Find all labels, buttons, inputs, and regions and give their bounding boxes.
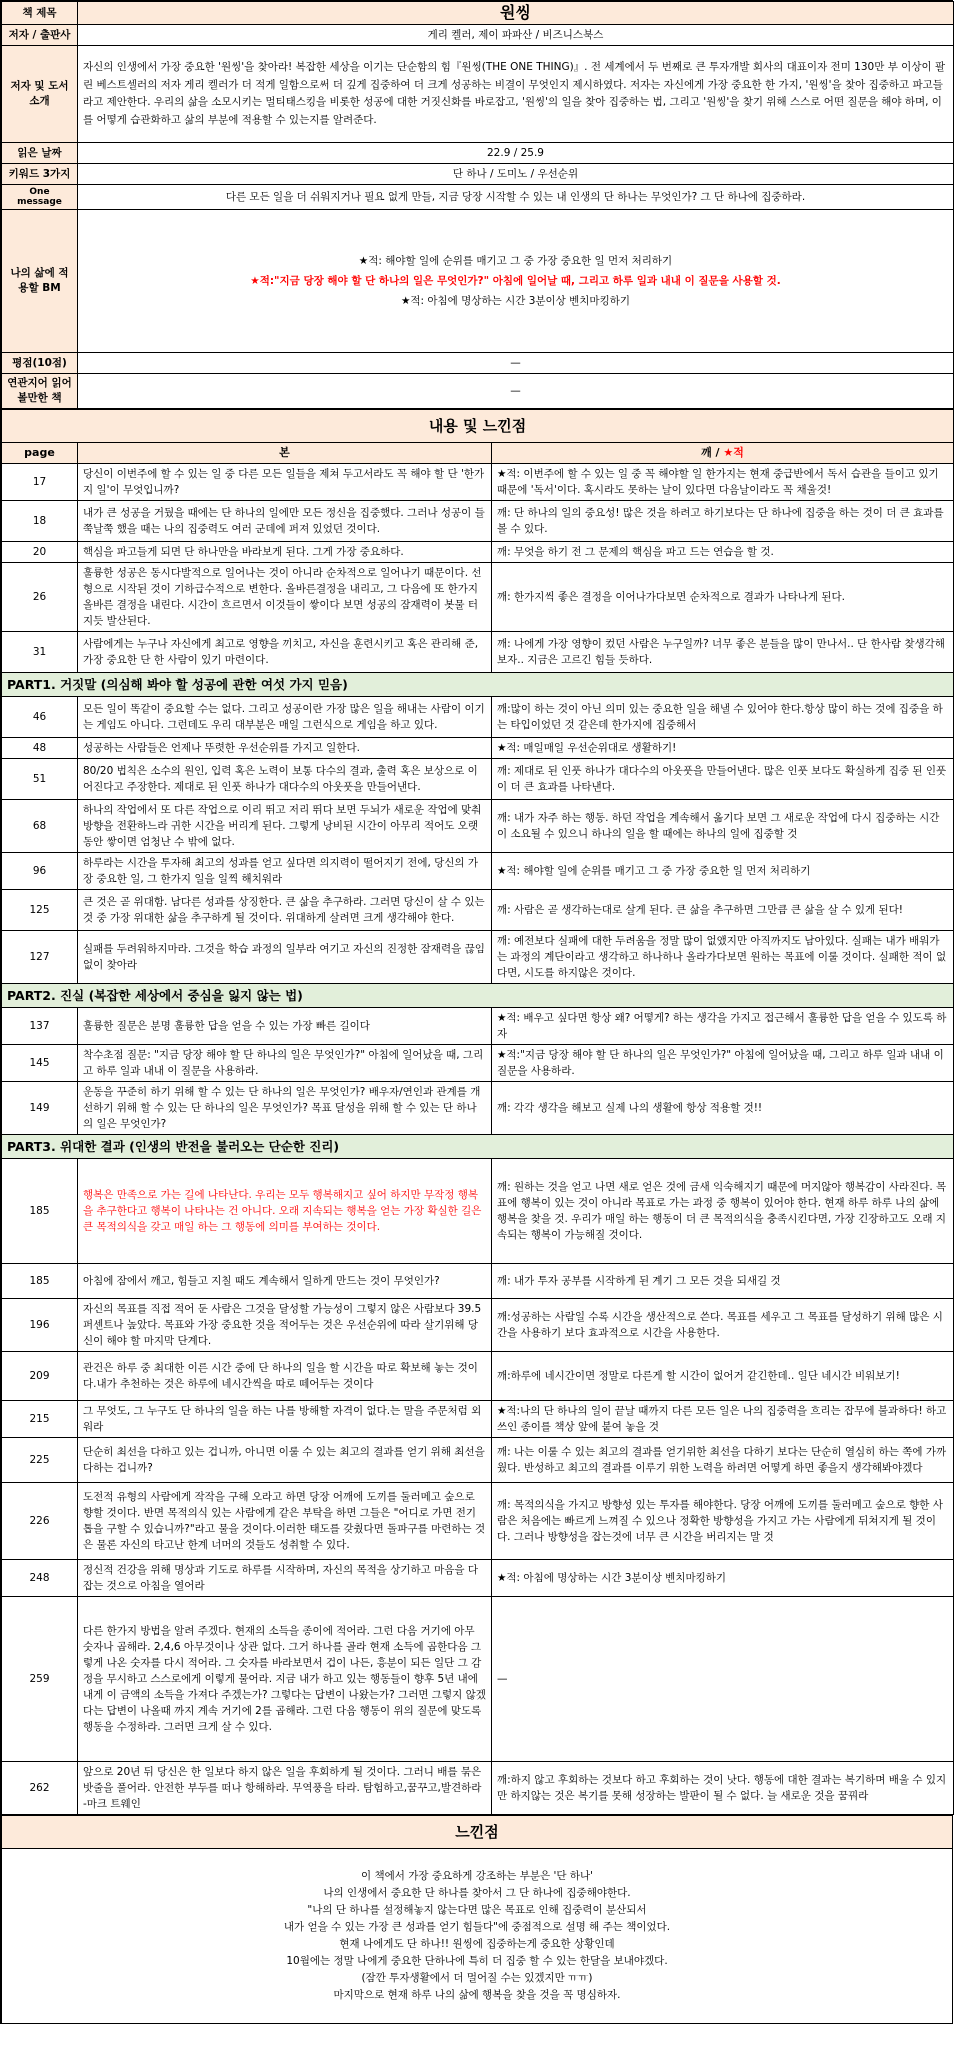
table-row xyxy=(2,759,954,800)
author-value: 게리 켈러, 제이 파파산 / 비즈니스북스 xyxy=(78,25,954,46)
apply-row xyxy=(2,210,954,353)
quote-text: 도전적 유형의 사람에게 작작을 구해 오라고 하면 당장 어깨에 도끼를 둘러메고 숲으로 향할 것이다. 반면 목적의식 있는 사람에게 같은 부탁을 하면 그들은 "어디로 가면 전기톱을 구할 수 있습니까?"라고 물을 것이다.이러한 태도를 갖췄다면 돌파구를 마련하는 것은 물론 자신의 타고난 한계 너머의 것들도 성취할 수 있다. xyxy=(78,1483,492,1560)
note-text: 깨: 내가 자주 하는 행동. 하던 작업을 계속해서 옮기다 보면 그 새로운 작업에 다시 집중하는 시간이 소요될 수 있으니 하나의 일을 할 때에는 하나의 일에 집중할 것 xyxy=(492,800,954,853)
related-row xyxy=(2,374,954,409)
page-number: 185 xyxy=(2,1159,78,1264)
note-text: 깨: 한가지씩 좋은 결정을 이어나가다보면 순차적으로 결과가 나타나게 된다. xyxy=(492,563,954,632)
page-number: 149 xyxy=(2,1082,78,1135)
quote-text: 모든 일이 똑같이 중요할 수는 없다. 그리고 성공이란 가장 많은 일을 해내는 사람이 이기는 게임도 아니다. 그런데도 우리 대부분은 매일 그런식으로 게임을 하고 있다. xyxy=(78,697,492,738)
table-row xyxy=(2,1008,954,1045)
table-row xyxy=(2,853,954,890)
part1-rows xyxy=(2,697,954,984)
part2-header: PART2. 진실 (복잡한 세상에서 중심을 잃지 않는 법) xyxy=(2,984,954,1008)
col-note-header-b: ★적 xyxy=(723,446,744,459)
page-number: 185 xyxy=(2,1264,78,1299)
intro-text: 자신의 인생에서 가장 중요한 '원씽'을 찾아라! 복잡한 세상을 이기는 단순함의 힘『원씽(THE ONE THING)』. 전 세계에서 두 번째로 큰 투자개발 회사의 대표이자 전미 130만 부 이상이 팔린 베스트셀러의 저자 게리 켈러가 더 적게 일함으로써 더 깊게 집중하여 더 크게 성공하는 비결이 무엇인지 제시하였다. 저자는 자신에게 가장 중요한 한 가지, '원씽'을 찾아 집중하고 파고들라고 제안한다. 우리의 삶을 소모시키는 멀티태스킹을 비롯한 성공에 대한 거짓신화를 바로잡고, '원씽'의 일을 찾아 집중하는 법, 그리고 '원씽'을 찾기 위해 스스로 어떤 질문을 해야 하며, 이를 어떻게 습관화하고 삶의 부분에 적용할 수 있는지를 알려준다. xyxy=(78,46,954,143)
related-label: 연관지어 읽어볼만한 책 xyxy=(2,374,78,409)
page-number: 262 xyxy=(2,1762,78,1815)
col-text-header: 본 xyxy=(78,443,492,464)
feelings-line: 현재 나에게도 단 하나!! 원씽에 집중하는게 중요한 상황인데 xyxy=(339,1938,615,1950)
quote-text: 사람에게는 누구나 자신에게 최고로 영향을 끼치고, 자신을 훈련시키고 혹은 관리해 준, 가장 중요한 단 한 사람이 있기 마련이다. xyxy=(78,632,492,673)
page-number: 17 xyxy=(2,464,78,501)
note-text: 깨: 단 하나의 일의 중요성! 많은 것을 하려고 하기보다는 단 하나에 집중을 하는 것이 더 큰 효과를 볼 수 있다. xyxy=(492,501,954,542)
page-number: 137 xyxy=(2,1008,78,1045)
note-text: — xyxy=(492,1597,954,1762)
apply-item-1: ★적: 해야할 일에 순위를 매기고 그 중 가장 중요한 일 먼저 처리하기 xyxy=(358,255,673,267)
table-row xyxy=(2,1159,954,1264)
note-text: 깨: 나는 이룰 수 있는 최고의 결과를 얻기위한 최선을 다하기 보다는 단순히 열심히 하는 쪽에 가까웠다. 반성하고 최고의 결과를 이루기 위한 노력을 하려면 어떻게 하면 좋을지 생각해봐야겠다 xyxy=(492,1438,954,1483)
score-value: — xyxy=(78,353,954,374)
note-text: 깨: 예전보다 실패에 대한 두려움을 정말 많이 없앴지만 아직까지도 남아있다. 실패는 내가 배워가는 과정의 계단이라고 생각하고 하나하나 올라가다보면 원하는 목표에 이룰 것이다. 실패한 적이 없다면, 시도를 하지않은 것이다. xyxy=(492,931,954,984)
apply-item-3: ★적: 아침에 명상하는 시간 3분이상 벤치마킹하기 xyxy=(400,295,631,307)
related-value: — xyxy=(78,374,954,409)
part1-header: PART1. 거짓말 (의심해 봐야 할 성공에 관한 여섯 가지 믿음) xyxy=(2,673,954,697)
quote-text: 80/20 법칙은 소수의 원인, 입력 혹은 노력이 보통 다수의 결과, 출력 혹은 보상으로 이어진다고 주장한다. 제대로 된 인풋 하나가 대다수의 아웃풋을 만들어낸다. xyxy=(78,759,492,800)
page-number: 125 xyxy=(2,890,78,931)
table-row xyxy=(2,501,954,542)
quote-text: 관건은 하루 중 최대한 이른 시간 중에 단 하나의 일을 할 시간을 따로 확보해 놓는 것이다.내가 추천하는 것은 하루에 네시간씩을 따로 떼어두는 것이다 xyxy=(78,1352,492,1401)
quote-text: 훌륭한 질문은 분명 훌륭한 답을 얻을 수 있는 가장 빠른 길이다 xyxy=(78,1008,492,1045)
page-number: 68 xyxy=(2,800,78,853)
col-note-header xyxy=(492,443,954,464)
note-text: 깨: 각각 생각을 해보고 실제 나의 생활에 항상 적용할 것!! xyxy=(492,1082,954,1135)
page-number: 96 xyxy=(2,853,78,890)
feelings-table xyxy=(1,1815,953,2024)
quote-text: 다른 한가지 방법을 알려 주겠다. 현재의 소득을 종이에 적어라. 그런 다음 거기에 아무 숫자나 곱해라. 2,4,6 아무것이나 상관 없다. 그거 하나를 골라 현재 소득에 곱한다음 그렇게 나온 숫자를 다시 적어라. 그 숫자를 바라보면서 겁이 나든, 흥분이 되든 일단 그 감정을 무시하고 스스로에게 이렇게 물어라. 지금 내가 하고 있는 행동들이 향후 5년 내에 내게 이 금액의 소득을 가져다 주겠는가? 그렇다는 답변이 나왔는가? 그러면 그렇지 않겠다는 답변이 나올때 까지 계속 거기에 2를 곱해라. 그런 다음 행동이 위의 질문에 맞도록 행동을 수정하라. 그러면 크게 살 수 있다. xyxy=(78,1597,492,1762)
table-row xyxy=(2,1401,954,1438)
quote-text: 그 무엇도, 그 누구도 단 하나의 일을 하는 나를 방해할 자격이 없다.는 말을 주문처럼 외워라 xyxy=(78,1401,492,1438)
page-number: 48 xyxy=(2,738,78,759)
part3-rows xyxy=(2,1264,954,1815)
table-row xyxy=(2,1352,954,1401)
quote-text: 정신적 건강을 위해 명상과 기도로 하루를 시작하며, 자신의 목적을 상기하고 마음을 다 잡는 것으로 아침을 열어라 xyxy=(78,1560,492,1597)
table-row xyxy=(2,632,954,673)
table-row xyxy=(2,1597,954,1762)
table-row xyxy=(2,1762,954,1815)
table-row xyxy=(2,1045,954,1082)
page-number: 259 xyxy=(2,1597,78,1762)
apply-item-2: ★적:"지금 당장 해야 할 단 하나의 일은 무엇인가?" 아침에 일어날 때, 그리고 하루 일과 내내 이 질문을 사용할 것. xyxy=(250,275,781,287)
note-text: ★적: 아침에 명상하는 시간 3분이상 벤치마킹하기 xyxy=(492,1560,954,1597)
page-number: 31 xyxy=(2,632,78,673)
quote-text: 성공하는 사람들은 언제나 뚜렷한 우선순위를 가지고 일한다. xyxy=(78,738,492,759)
quote-text: 내가 큰 성공을 거뒀을 때에는 단 하나의 일에만 모든 정신을 집중했다. 그러나 성공이 들쭉날쭉 했을 때는 나의 집중력도 여러 군데에 퍼져 있었던 것이다. xyxy=(78,501,492,542)
message-label: One message xyxy=(2,185,78,210)
keywords-value: 단 하나 / 도미노 / 우선순위 xyxy=(78,164,954,185)
date-label: 읽은 날짜 xyxy=(2,143,78,164)
page-number: 127 xyxy=(2,931,78,984)
content-column-headers xyxy=(2,443,954,464)
message-value: 다른 모든 일을 더 쉬워지거나 필요 없게 만들, 지금 당장 시작할 수 있는 내 인생의 단 하나는 무엇인가? 그 단 하나에 집중하라. xyxy=(78,185,954,210)
table-row xyxy=(2,1299,954,1352)
quote-text: 당신이 이번주에 할 수 있는 일 중 다른 모든 일들을 제쳐 두고서라도 꼭 해야 할 단 '한가지 일'이 무엇입니까? xyxy=(78,464,492,501)
quote-text: 운동을 꾸준히 하기 위해 할 수 있는 단 하나의 일은 무엇인가? 배우자/연인과 관계를 개선하기 위해 할 수 있는 단 하나의 일은 무엇인가? 목표 달성을 위해 할 수 있는 단 하나의 일은 무엇인가? xyxy=(78,1082,492,1135)
col-page-header: page xyxy=(2,443,78,464)
quote-text: 실패를 두려워하지마라. 그것을 학습 과정의 일부라 여기고 자신의 진정한 잠재력을 끊임없이 찾아라 xyxy=(78,931,492,984)
table-row xyxy=(2,464,954,501)
page-number: 26 xyxy=(2,563,78,632)
quote-text: 앞으로 20년 뒤 당신은 한 일보다 하지 않은 일을 후회하게 될 것이다. 그러니 배를 묶은 밧줄을 풀어라. 안전한 부두를 떠나 항해하라. 무역풍을 타라. 탐험하고,꿈꾸고,발견하라 -마크 트웨인 xyxy=(78,1762,492,1815)
note-text: 깨: 목적의식을 가지고 방향성 있는 투자를 해야한다. 당장 어깨에 도끼를 둘러메고 숲으로 향한 사람은 처음에는 빠르게 느껴질 수 있으나 정확한 방향성을 가지고 가는 사람에게 뒤쳐지게 될 것이다. 그러나 방향성을 잡는것에 너무 큰 시간을 버리지는 말 것 xyxy=(492,1483,954,1560)
feelings-line: 이 책에서 가장 중요하게 강조하는 부분은 '단 하나' xyxy=(361,1870,593,1882)
feelings-line: 마지막으로 현재 하루 나의 삶에 행복을 찾을 것을 꼭 명심하자. xyxy=(333,1989,621,2001)
author-label: 저자 / 출판사 xyxy=(2,25,78,46)
note-text: ★적: 배우고 싶다면 항상 왜? 어떻게? 하는 생각을 가지고 접근해서 훌륭한 답을 얻을 수 있도록 하자 xyxy=(492,1008,954,1045)
keywords-row xyxy=(2,164,954,185)
note-text: ★적: 이번주에 할 수 있는 일 중 꼭 해야할 일 한가지는 현재 중급반에서 독서 습관을 들이고 있기 때문에 '독서'이다. 혹시라도 못하는 날이 있다면 다음날이라도 꼭 채울것! xyxy=(492,464,954,501)
table-row xyxy=(2,1082,954,1135)
quote-text: 자신의 목표를 직접 적어 둔 사람은 그것을 달성할 가능성이 그렇지 않은 사람보다 39.5퍼센트나 높았다. 목표와 가장 중요한 것을 적어두는 것은 우선순위에 따라 살기위해 당신이 해야 할 마지막 단계다. xyxy=(78,1299,492,1352)
feelings-line: 내가 얻을 수 있는 가장 큰 성과를 얻기 힘들다"에 중점적으로 설명 해 주는 책이었다. xyxy=(283,1921,671,1933)
quote-text: 핵심을 파고들게 되면 단 하나만을 바라보게 된다. 그게 가장 중요하다. xyxy=(78,542,492,563)
page-number: 51 xyxy=(2,759,78,800)
table-row xyxy=(2,800,954,853)
feelings-text xyxy=(2,1849,953,2024)
feelings-line: "나의 단 하나를 설정해놓지 않는다면 많은 목표로 인해 집중력이 분산되서 xyxy=(307,1904,647,1916)
table-row xyxy=(2,563,954,632)
page-number: 196 xyxy=(2,1299,78,1352)
keywords-label: 키워드 3가지 xyxy=(2,164,78,185)
score-row xyxy=(2,353,954,374)
note-text: 깨: 제대로 된 인풋 하나가 대다수의 아웃풋을 만들어낸다. 많은 인풋 보다도 확실하게 집중 된 인풋이 더 큰 효과를 나타낸다. xyxy=(492,759,954,800)
content-section-title: 내용 및 느낀점 xyxy=(2,410,954,443)
apply-value xyxy=(78,210,954,353)
col-note-header-a: 깨 / xyxy=(701,446,724,459)
page-number: 226 xyxy=(2,1483,78,1560)
table-row xyxy=(2,738,954,759)
book-title: 원씽 xyxy=(78,2,954,25)
page-number: 46 xyxy=(2,697,78,738)
intro-label: 저자 및 도서소개 xyxy=(2,46,78,143)
quote-text: 아침에 잠에서 깨고, 힘들고 지칠 때도 계속해서 일하게 만드는 것이 무엇인가? xyxy=(78,1264,492,1299)
author-row xyxy=(2,25,954,46)
page-number: 145 xyxy=(2,1045,78,1082)
table-row xyxy=(2,890,954,931)
content-table xyxy=(1,409,954,1815)
page-number: 248 xyxy=(2,1560,78,1597)
title-row xyxy=(2,2,954,25)
note-text: ★적: 해야할 일에 순위를 매기고 그 중 가장 중요한 일 먼저 처리하기 xyxy=(492,853,954,890)
note-text: 깨: 내가 투자 공부를 시작하게 된 계기 그 모든 것을 되새길 것 xyxy=(492,1264,954,1299)
quote-text: 단순히 최선을 다하고 있는 겁니까, 아니면 이룰 수 있는 최고의 결과를 얻기 위해 최선을 다하는 겁니까? xyxy=(78,1438,492,1483)
note-text: 깨:성공하는 사람일 수록 시간을 생산적으로 쓴다. 목표를 세우고 그 목표를 달성하기 위해 많은 시간을 사용하기 보다 효과적으로 시간을 사용한다. xyxy=(492,1299,954,1352)
book-info-table xyxy=(1,1,954,409)
quote-text: 착수초점 질문: "지금 당장 해야 할 단 하나의 일은 무엇인가?" 아침에 일어났을 때, 그리고 하루 일과 내내 이 질문을 사용하라. xyxy=(78,1045,492,1082)
date-value: 22.9 / 25.9 xyxy=(78,143,954,164)
page-number: 209 xyxy=(2,1352,78,1401)
note-text: 깨:많이 하는 것이 아닌 의미 있는 중요한 일을 해낼 수 있어야 한다.항상 많이 하는 것에 집중을 하는 타입이었던 것 같은데 한가지에 집중해서 xyxy=(492,697,954,738)
intro-rows xyxy=(2,464,954,673)
page-number: 20 xyxy=(2,542,78,563)
note-text: ★적: 매일매일 우선순위대로 생활하기! xyxy=(492,738,954,759)
table-row xyxy=(2,1483,954,1560)
feelings-line: (잠깐 투자생활에서 더 멀어질 수는 있겠지만 ㅠㅠ) xyxy=(361,1972,593,1984)
page-number: 215 xyxy=(2,1401,78,1438)
date-row xyxy=(2,143,954,164)
table-row xyxy=(2,1560,954,1597)
score-label: 평점(10점) xyxy=(2,353,78,374)
intro-row xyxy=(2,46,954,143)
feelings-title: 느낀점 xyxy=(2,1816,953,1849)
title-label: 책 제목 xyxy=(2,2,78,25)
table-row xyxy=(2,931,954,984)
apply-label: 나의 삶에 적용할 BM xyxy=(2,210,78,353)
page-number: 18 xyxy=(2,501,78,542)
quote-text: 하나의 작업에서 또 다른 작업으로 이리 뛰고 저리 뛰다 보면 두뇌가 새로운 작업에 맞춰 방향을 전환하느라 귀한 시간을 버리게 된다. 그렇게 낭비된 시간이 아무리 적어도 오랫동안 쌓이면 엄청난 수 밖에 없다. xyxy=(78,800,492,853)
note-text: 깨: 무엇을 하기 전 그 문제의 핵심을 파고 드는 연습을 할 것. xyxy=(492,542,954,563)
note-text: 깨: 사람은 곧 생각하는대로 살게 된다. 큰 삶을 추구하면 그만큼 큰 삶을 살 수 있게 된다! xyxy=(492,890,954,931)
note-text: ★적:"지금 당장 해야 할 단 하나의 일은 무엇인가?" 아침에 일어났을 때, 그리고 하루 일과 내내 이 질문을 사용하라. xyxy=(492,1045,954,1082)
feelings-line: 10월에는 정말 나에게 중요한 단하나에 특히 더 집중 할 수 있는 한달을 보내야겠다. xyxy=(286,1955,668,1967)
table-row xyxy=(2,1264,954,1299)
quote-text: 훌륭한 성공은 동시다발적으로 일어나는 것이 아니라 순차적으로 일어나기 때문이다. 선형으로 시작된 것이 기하급수적으로 변한다. 올바른결정을 내리고, 그 다음에 또 한가지 올바른 결정을 내린다. 시간이 흐르면서 이것들이 쌓이다 보면 성공의 잠재력이 봇물 터지듯 발산된다. xyxy=(78,563,492,632)
table-row xyxy=(2,542,954,563)
part2-rows xyxy=(2,1008,954,1135)
feelings-line: 나의 인생에서 중요한 단 하나를 찾아서 그 단 하나에 집중해야한다. xyxy=(323,1887,631,1899)
note-text: 깨:하지 않고 후회하는 것보다 하고 후회하는 것이 낫다. 행동에 대한 결과는 복기하며 배울 수 있지만 하지않는 것은 복기를 못해 성장하는 발판이 될 수 없다. 늘 새로운 것을 꿈꿔라 xyxy=(492,1762,954,1815)
page-number: 225 xyxy=(2,1438,78,1483)
part3-header: PART3. 위대한 결과 (인생의 반전을 불러오는 단순한 진리) xyxy=(2,1135,954,1159)
note-text: 깨: 나에게 가장 영향이 컸던 사람은 누구일까? 너무 좋은 분들을 많이 만나서.. 단 한사람 찾생각해보자.. 지금은 고르긴 힘들 듯하다. xyxy=(492,632,954,673)
note-text: 깨: 원하는 것을 얻고 나면 새로 얻은 것에 금새 익숙해지기 때문에 머지않아 행복감이 사라진다. 목표에 행복이 있는 것이 아니라 목표로 가는 과정 중 행복이 있어야 한다. 현재 하루 하루 나의 삶에 행복을 찾을 것. 우리가 매일 하는 행동이 더 큰 목적의식을 충족시킨다면, 가장 긴장하고도 오래 지속되는 행복이 가능해질 것이다. xyxy=(492,1159,954,1264)
message-row xyxy=(2,185,954,210)
quote-text: 하루라는 시간을 투자해 최고의 성과를 얻고 싶다면 의지력이 떨어지기 전에, 당신의 가장 중요한 일, 그 한가지 일을 일찍 해치워라 xyxy=(78,853,492,890)
quote-text: 행복은 만족으로 가는 길에 나타난다. 우리는 모두 행복해지고 싶어 하지만 무작정 행복을 추구한다고 행복이 나타나는 건 아니다. 오래 지속되는 행복을 얻는 가장 확실한 길은 큰 목적의식을 갖고 매일 하는 그 행동에 의미를 부여하는 것이다. xyxy=(78,1159,492,1264)
quote-text: 큰 것은 곧 위대함. 남다른 성과를 상징한다. 큰 삶을 추구하라. 그러면 당신이 살 수 있는 것 중 가장 위대한 삶을 추구하게 될 것이다. 위대하게 살려면 크게 생각해야 한다. xyxy=(78,890,492,931)
table-row xyxy=(2,1438,954,1483)
table-row xyxy=(2,697,954,738)
note-text: ★적:나의 단 하나의 일이 끝날 때까지 다른 모든 일은 나의 집중력을 흐리는 잡무에 불과하다! 하고 쓰인 종이를 책상 앞에 붙여 놓을 것 xyxy=(492,1401,954,1438)
note-text: 깨:하루에 네시간이면 정말로 다른게 할 시간이 없어거 같긴한데.. 일단 네시간 비워보기! xyxy=(492,1352,954,1401)
